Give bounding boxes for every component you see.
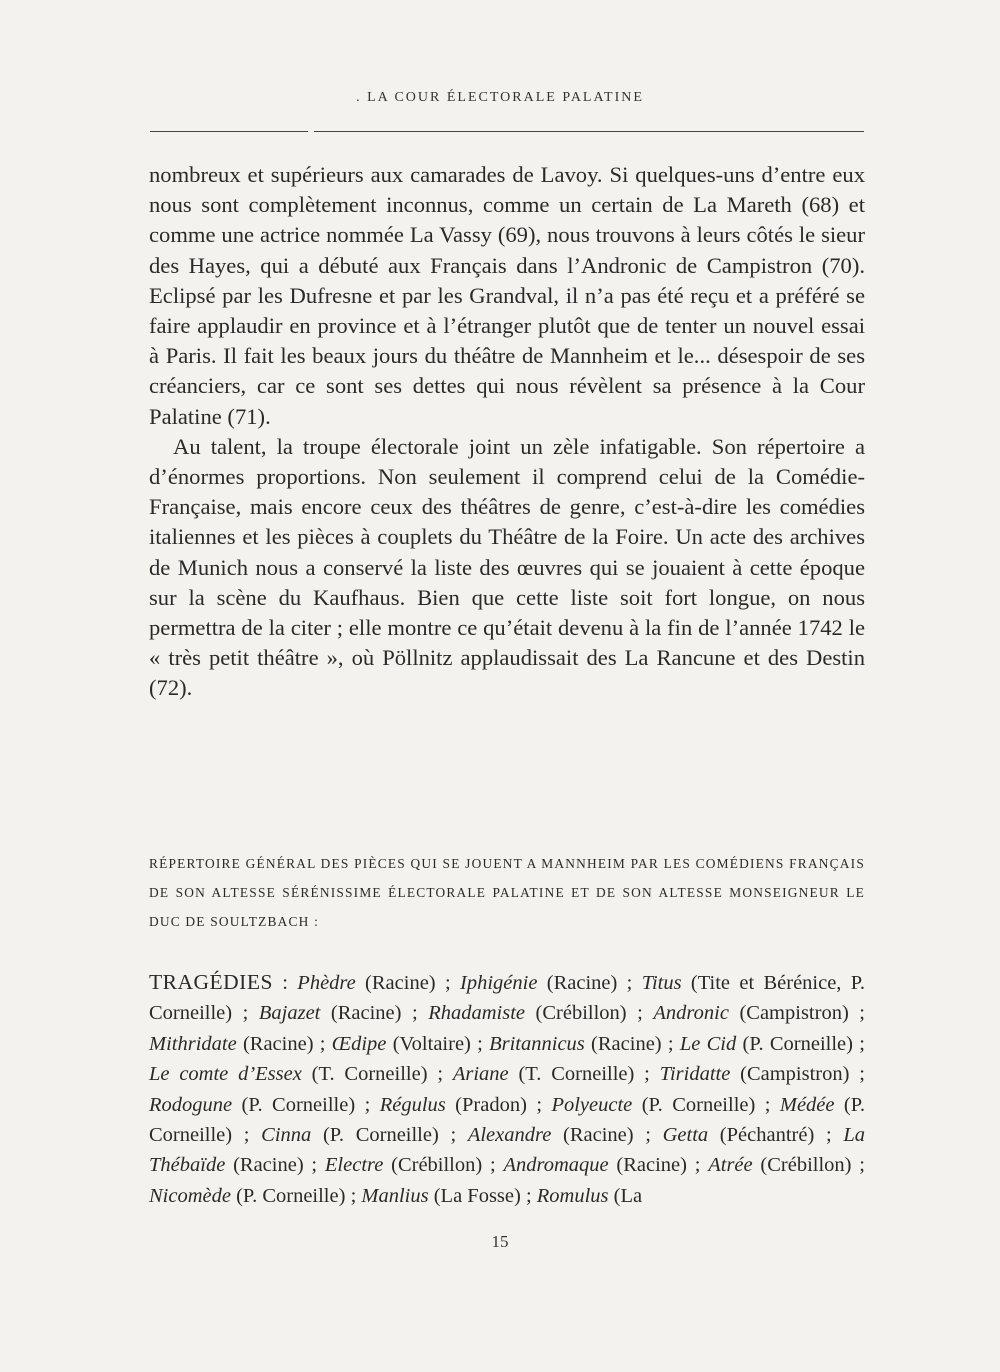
play-title: Œdipe (331, 1032, 387, 1055)
play-author: (Crébillon) (383, 1154, 483, 1177)
play-title: Getta (662, 1124, 709, 1147)
play-title: Nicomède (149, 1184, 231, 1207)
play-entry (259, 1002, 402, 1024)
play-author: (Racine) (608, 1154, 687, 1177)
play-title: Romulus (536, 1184, 609, 1207)
play-entry (663, 1124, 815, 1146)
play-title: Titus (641, 972, 682, 994)
play-author: (Racine) (584, 1032, 662, 1055)
play-author: (Racine) (537, 972, 618, 994)
play-entry (332, 1033, 471, 1055)
play-author: (Racine) (551, 1124, 634, 1147)
play-entry (361, 1185, 520, 1207)
play-author: (Racine) (236, 1032, 314, 1055)
tragedies-list: TRAGÉDIES : Phèdre (Racine) ; Iphigénie (Racine) ; Titus (Tite et Bérénice, P. Corneille) ; Bajazet (Racine) ; Rhadamiste (Crébillon) ; Andronic (Campistron) ; Mithridate (Racine) ; Œdipe (Voltaire) ; Britannicus (Racine) ; Le Cid (P. Corneille) ; Le comte d’Essex (T. Corneille) ; Ariane (T. Corneille) ; Tiridatte (Campistron) ; Rodogune (P. Corneille) ; Régulus (Pradon) ; Polyeucte (P. Corneille) ; Médée (P. Corneille) ; Cinna (P. Corneille) ; Alexandre (Racine) ; Getta (Péchantré) ; La Thébaïde (Racine) ; Electre (Crébillon) ; Andromaque (Racine) ; Atrée (Crébillon) ; Nicomède (P. Corneille) ; Manlius (La Fosse) ; Romulus (La (149, 970, 866, 1207)
play-entry (489, 1033, 662, 1055)
tragedies-entries: Phèdre (Racine) ; Iphigénie (Racine) ; Titus (Tite et Bérénice, P. Corneille) ; Bajazet (Racine) ; Rhadamiste (Crébillon) ; Andronic (Campistron) ; Mithridate (Racine) ; Œdipe (Voltaire) ; Britannicus (Racine) ; Le Cid (P. Corneille) ; Le comte d’Essex (T. Corneille) ; Ariane (T. Corneille) ; Tiridatte (Campistron) ; Rodogune (P. Corneille) ; Régulus (Pradon) ; Polyeucte (P. Corneille) ; Médée (P. Corneille) ; Cinna (P. Corneille) ; Alexandre (Racine) ; Getta (Péchantré) ; La Thébaïde (Racine) ; Electre (Crébillon) ; Andromaque (Racine) ; Atrée (Crébillon) ; Nicomède (P. Corneille) ; Manlius (La Fosse) ; Romulus (La (149, 972, 866, 1207)
play-author: (Campistron) (728, 1002, 849, 1025)
play-title: Polyeucte (551, 1093, 633, 1116)
play-author: (T. Corneille) (301, 1063, 428, 1086)
play-entry (297, 972, 435, 994)
paragraph: nombreux et supérieurs aux camarades de Lavoy. Si quelques-uns d’entre eux nous sont complètement inconnus, comme un certain de La Mareth (68) et comme une actrice nommée La Vassy (69), nous trouvons à leurs côtés le sieur des Hayes, qui a débuté aux Français dans l’Andronic de Campistron (70). Eclipsé par les Dufresne et par les Grandval, il n’a pas été reçu et a préféré se faire applaudir en province et à l’étranger plutôt que de tenter un nouvel essai à Paris. Il fait les beaux jours du théâtre de Mannheim et le... désespoir de ses créanciers, car ce sont ses dettes qui nous révèlent sa présence à la Cour Palatine (71). (149, 162, 865, 429)
play-entry (453, 1063, 635, 1085)
play-entry (428, 1002, 626, 1024)
play-title: Iphigénie (460, 972, 538, 994)
play-author: (La Fosse) (428, 1184, 521, 1207)
genre-label: TRAGÉDIES (149, 970, 273, 994)
play-author: (La (608, 1184, 643, 1207)
play-title: Le comte d’Essex (149, 1063, 302, 1086)
play-title: Andronic (653, 1002, 729, 1025)
play-author: (P. Corneille) (230, 1184, 346, 1207)
play-entry (261, 1124, 439, 1146)
play-author: (P. Corneille) (311, 1124, 439, 1147)
play-author: (Pradon) (445, 1093, 527, 1116)
play-entry (380, 1094, 527, 1116)
play-title: Rodogune (149, 1093, 233, 1116)
play-author: (P. Corneille) (232, 1093, 356, 1116)
play-author: (Racine) (225, 1154, 304, 1177)
play-entry (149, 1063, 428, 1085)
body-text (149, 160, 865, 704)
play-title: Cinna (261, 1124, 312, 1147)
repertoire-heading: RÉPERTOIRE GÉNÉRAL DES PIÈCES QUI SE JOUENT A MANNHEIM PAR LES COMÉDIENS FRANÇAIS DE SON ALTESSE SÉRÉNISSIME ÉLECTORALE PALATINE ET DE SON ALTESSE MONSEIGNEUR LE DUC DE SOULTZBACH : (149, 856, 865, 929)
play-author: (T. Corneille) (508, 1063, 635, 1086)
play-title: Manlius (361, 1184, 429, 1207)
play-author: (Crébillon) (525, 1002, 627, 1025)
play-entry (149, 1094, 355, 1116)
play-author: (Campistron) (730, 1063, 850, 1086)
play-entry (468, 1124, 634, 1146)
running-head: . LA COUR ÉLECTORALE PALATINE (356, 90, 644, 105)
play-title: Bajazet (258, 1002, 321, 1025)
play-author: (P. Corneille) (736, 1032, 853, 1055)
play-title: Mithridate (149, 1032, 237, 1055)
play-title: Atrée (708, 1154, 753, 1177)
paragraph: Au talent, la troupe électorale joint un zèle infatigable. Son répertoire a d’énormes proportions. Non seulement il comprend celui de la Comédie-Française, mais encore ceux des théâtres de genre, c’est-à-dire les comédies italiennes et les pièces à couplets du Théâtre de la Foire. Un acte des archives de Munich nous a conservé la liste des œuvres qui se jouaient à cette époque sur la scène du Kaufhaus. Bien que cette liste soit fort longue, on nous permettra de la citer ; elle montre ce qu’était devenu à la fin de l’année 1742 le « très petit théâtre », où Pöllnitz applaudissait des La Rancune et des Destin (72). (149, 433, 865, 701)
play-entry (149, 1185, 345, 1207)
play-entry (680, 1033, 853, 1055)
play-entry (537, 1185, 642, 1207)
play-title: Ariane (452, 1063, 509, 1086)
play-author: (P. Corneille) (149, 1093, 866, 1147)
play-title: La Thébaïde (149, 1124, 865, 1177)
play-entry (653, 1002, 848, 1024)
play-title: Andromaque (503, 1154, 609, 1177)
play-title: Alexandre (467, 1124, 552, 1147)
play-title: Médée (779, 1093, 835, 1116)
play-entry (149, 1033, 314, 1055)
play-title: Tiridatte (659, 1063, 731, 1086)
play-entry (460, 972, 617, 994)
play-entry (708, 1154, 851, 1176)
page-number: 15 (491, 1232, 509, 1251)
play-title: Le Cid (679, 1032, 737, 1055)
header-rule-left (150, 131, 308, 132)
play-author: (Voltaire) (386, 1032, 471, 1055)
header-rule-right (314, 131, 864, 132)
play-author: (P. Corneille) (632, 1093, 756, 1116)
play-author: (Tite et Bérénice, P. Corneille) (149, 972, 866, 1025)
play-entry (551, 1094, 755, 1116)
play-title: Britannicus (489, 1032, 585, 1055)
play-entry (660, 1063, 850, 1085)
play-title: Electre (324, 1154, 384, 1177)
play-title: Rhadamiste (428, 1002, 526, 1025)
play-title: Régulus (379, 1093, 446, 1116)
play-title: Phèdre (297, 972, 356, 994)
play-entry (503, 1154, 687, 1176)
play-author: (Crébillon) (752, 1154, 852, 1177)
play-author: (Racine) (320, 1002, 402, 1025)
play-author: (Péchantré) (708, 1124, 815, 1147)
play-entry (325, 1154, 482, 1176)
play-author: (Racine) (355, 972, 436, 994)
